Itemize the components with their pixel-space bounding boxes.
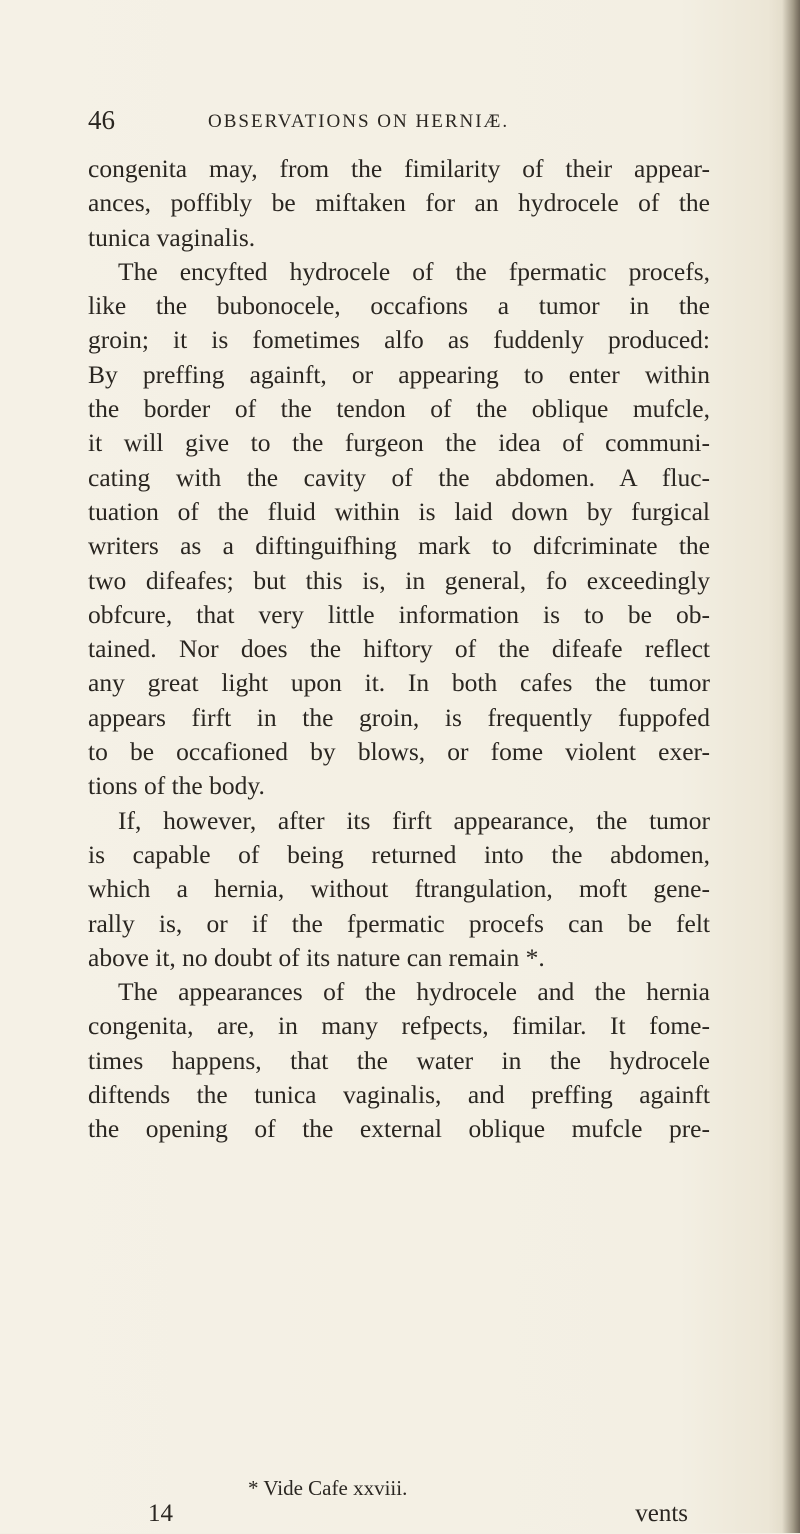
text-line: it will give to the furgeon the idea of communi- <box>88 428 710 458</box>
text-line: groin; it is fometimes alfo as fuddenly produced: <box>88 325 710 355</box>
text-line: writers as a diftinguifhing mark to difcriminate the <box>88 531 710 561</box>
text-line: the border of the tendon of the oblique mufcle, <box>88 394 710 424</box>
body-text <box>88 152 710 1147</box>
text-line: By preffing againft, or appearing to enter within <box>88 359 710 389</box>
text-line: If, however, after its firft appearance, the tumor <box>118 805 710 835</box>
text-line: tained. Nor does the hiftory of the difeafe reflect <box>88 634 710 664</box>
text-line: congenita, are, in many refpects, fimilar. It fome- <box>88 1011 710 1041</box>
text-line: times happens, that the water in the hydrocele <box>88 1045 710 1075</box>
text-line: to be occafioned by blows, or fome violent exer- <box>88 737 710 767</box>
text-line: diftends the tunica vaginalis, and preffing againft <box>88 1080 710 1110</box>
footnote: * Vide Cafe xxviii. <box>248 1476 408 1500</box>
text-line: cating with the cavity of the abdomen. A fluc- <box>88 462 710 492</box>
text-line: the opening of the external oblique mufcle pre- <box>88 1114 710 1144</box>
text-line: The appearances of the hydrocele and the hernia <box>118 977 710 1007</box>
running-head: OBSERVATIONS ON HERNIÆ. <box>208 111 510 132</box>
text-line: rally is, or if the fpermatic procefs can be felt <box>88 908 710 938</box>
text-line: two difeafes; but this is, in general, fo exceedingly <box>88 565 710 595</box>
text-line: obfcure, that very little information is to be ob- <box>88 599 710 629</box>
text-line: tunica vaginalis. <box>88 222 256 252</box>
page-footer <box>148 1500 688 1534</box>
text-line: ances, poffibly be miftaken for an hydrocele of the <box>88 188 710 218</box>
text-line: appears firft in the groin, is frequently fuppofed <box>88 702 710 732</box>
page-edge-shadow <box>782 0 800 1533</box>
text-line: which a hernia, without ftrangulation, moft gene- <box>88 874 710 904</box>
catchword: vents <box>635 1500 688 1527</box>
text-line: The encyfted hydrocele of the fpermatic procefs, <box>118 256 710 286</box>
signature-mark: 14 <box>148 1500 173 1527</box>
text-line: congenita may, from the fimilarity of their appear- <box>88 154 710 183</box>
text-line: is capable of being returned into the abdomen, <box>88 839 710 869</box>
page-number: 46 <box>88 105 115 135</box>
text-line: tions of the body. <box>88 771 265 801</box>
text-line: tuation of the fluid within is laid down by furgical <box>88 496 710 526</box>
text-line: like the bubonocele, occafions a tumor in the <box>88 291 710 321</box>
text-line: above it, no doubt of its nature can remain *. <box>88 942 545 972</box>
text-line: any great light upon it. In both cafes the tumor <box>88 668 710 698</box>
page-header <box>88 100 708 140</box>
